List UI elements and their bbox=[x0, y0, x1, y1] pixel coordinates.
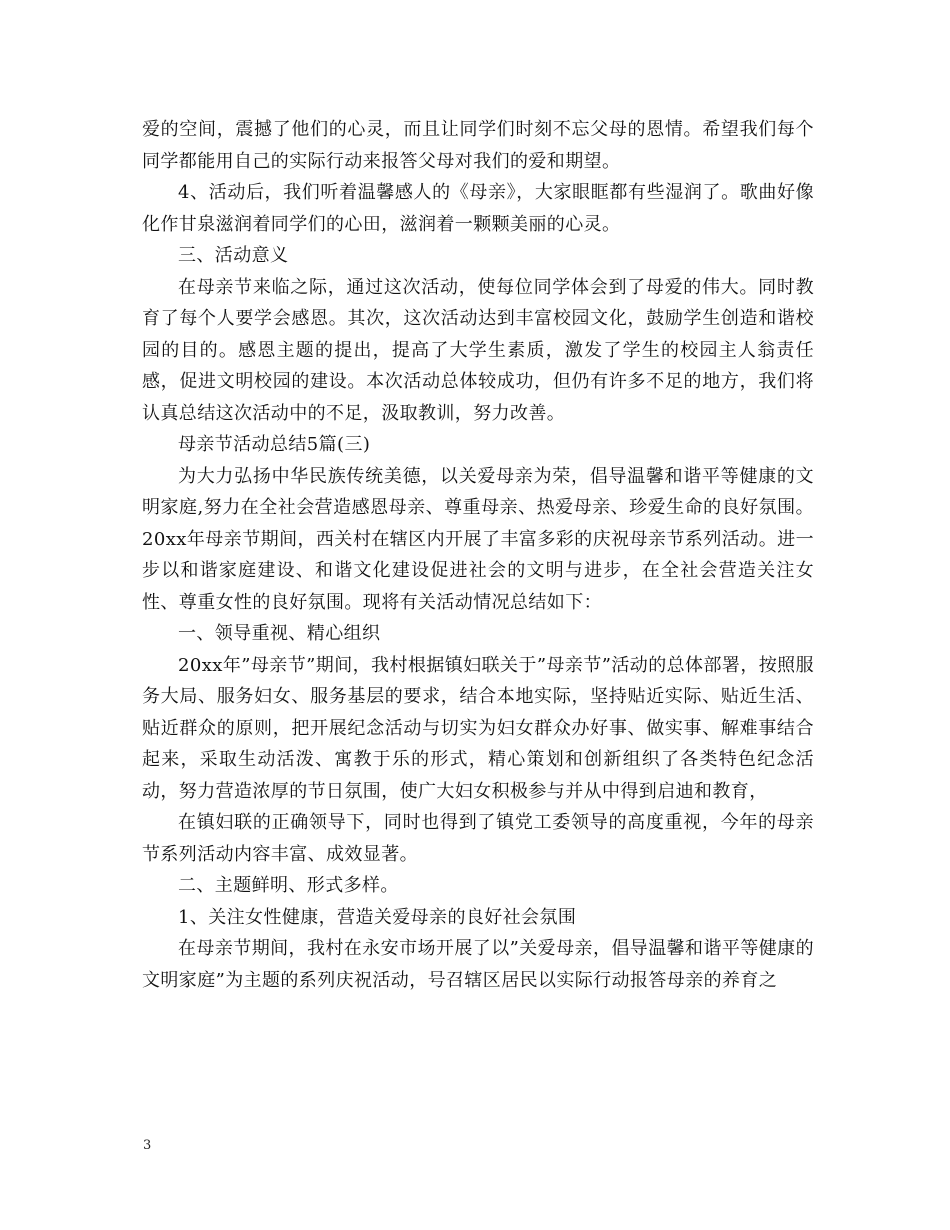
paragraph-continuation: 爱的空间，震撼了他们的心灵，而且让同学们时刻不忘父母的恩情。希望我们每个同学都能用自己的实际行动来报答父母对我们的爱和期望。 bbox=[142, 119, 814, 172]
paragraph-leadership-results: 在镇妇联的正确领导下，同时也得到了镇党工委领导的高度重视，今年的母亲节系列活动内容丰富、成效显著。 bbox=[142, 812, 814, 865]
paragraph-activity-4: 4、活动后，我们听着温馨感人的《母亲》，大家眼眶都有些湿润了。歌曲好像化作甘泉滋润着同学们的心田，滋润着一颗颗美丽的心灵。 bbox=[142, 182, 814, 235]
section-heading-theme: 二、主题鲜明、形式多样。 bbox=[178, 875, 399, 896]
subheading-women-health: 1、关注女性健康，营造关爱母亲的良好社会氛围 bbox=[178, 906, 577, 928]
article-title-part-3: 母亲节活动总结5篇(三) bbox=[178, 434, 371, 455]
section-heading-leadership: 一、领导重视、精心组织 bbox=[178, 623, 381, 644]
paragraph-leadership-details: 20xx年”母亲节”期间，我村根据镇妇联关于”母亲节”活动的总体部署，按照服务大局、服务妇女、服务基层的要求，结合本地实际，坚持贴近实际、贴近生活、贴近群众的原则，把开展纪念活动与切实为妇女群众办好事、做实事、解难事结合起来，采取生动活泼、寓教于乐的形式，精心策划和创新组织了各类特色纪念活动，努力营造浓厚的节日氛围，使广大妇女积极参与并从中得到启迪和教育， bbox=[142, 654, 814, 802]
document-body bbox=[142, 114, 814, 996]
paragraph-market-activity: 在母亲节期间，我村在永安市场开展了以”关爱母亲，倡导温馨和谐平等健康的文明家庭”为主题的系列庆祝活动，号召辖区居民以实际行动报答母亲的养育之 bbox=[142, 938, 814, 991]
paragraph-significance: 在母亲节来临之际，通过这次活动，使每位同学体会到了母爱的伟大。同时教育了每个人要学会感恩。其次，这次活动达到丰富校园文化，鼓励学生创造和谐校园的目的。感恩主题的提出，提高了大学生素质，激发了学生的校园主人翁责任感，促进文明校园的建设。本次活动总体较成功，但仍有许多不足的地方，我们将认真总结这次活动中的不足，汲取教训，努力改善。 bbox=[142, 276, 814, 424]
page-number: 3 bbox=[143, 1138, 152, 1153]
section-heading-activity-significance: 三、活动意义 bbox=[178, 245, 289, 266]
paragraph-introduction: 为大力弘扬中华民族传统美德，以关爱母亲为荣，倡导温馨和谐平等健康的文明家庭,努力在全社会营造感恩母亲、尊重母亲、热爱母亲、珍爱生命的良好氛围。20xx年母亲节期间，西关村在辖区内开展了丰富多彩的庆祝母亲节系列活动。进一步以和谐家庭建设、和谐文化建设促进社会的文明与进步，在全社会营造关注女性、尊重女性的良好氛围。现将有关活动情况总结如下： bbox=[142, 465, 814, 613]
